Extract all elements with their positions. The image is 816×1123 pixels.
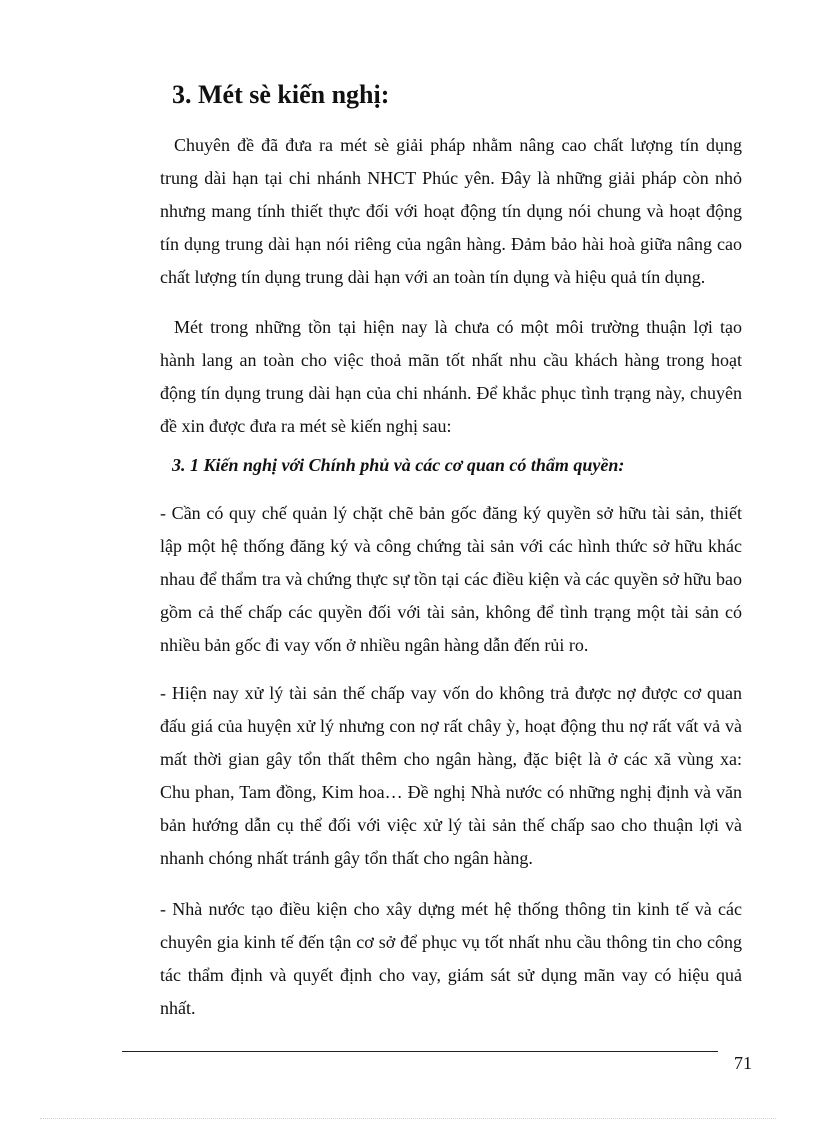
page-bottom-border: [40, 1118, 776, 1119]
bullet-paragraph-2: - Hiện nay xử lý tài sản thế chấp vay vốn do không trả được nợ được cơ quan đấu giá của huyện xử lý nhưng con nợ rất chây ỳ, hoạt động thu nợ rất vất vả và mất thời gian gây tổn thất thêm cho ngân hàng, đặc biệt là ở các xã vùng xa: Chu phan, Tam đồng, Kim hoa… Đề nghị Nhà nước có những nghị định và văn bản hướng dẫn cụ thể đối với việc xử lý tài sản thế chấp sao cho thuận lợi và nhanh chóng nhất tránh gây tổn thất cho ngân hàng.: [160, 683, 742, 868]
bullet-paragraph-1: - Cần có quy chế quản lý chặt chẽ bản gốc đăng ký quyền sở hữu tài sản, thiết lập một hệ thống đăng ký và công chứng tài sản với các hình thức sở hữu khác nhau để thẩm tra và chứng thực sự tồn tại các điều kiện và các quyền sở hữu bao gồm cả thế chấp các quyền đối với tài sản, không để tình trạng một tài sản có nhiều bản gốc đi vay vốn ở nhiều ngân hàng dẫn đến rủi ro.: [160, 503, 742, 655]
intro-paragraph: Chuyên đề đã đưa ra mét sè giải pháp nhằm nâng cao chất lượng tín dụng trung dài hạn tại chi nhánh NHCT Phúc yên. Đây là những giải pháp còn nhỏ nhưng mang tính thiết thực đối với hoạt động tín dụng nói chung và hoạt động tín dụng trung dài hạn nói riêng của ngân hàng. Đảm bảo hài hoà giữa nâng cao chất lượng tín dụng trung dài hạn với an toàn tín dụng và hiệu quả tín dụng.: [160, 135, 742, 287]
page-number: 71: [734, 1053, 752, 1073]
section-heading: 3. Mét sè kiến nghị:: [172, 80, 390, 109]
bullet-paragraph-3: - Nhà nước tạo điều kiện cho xây dựng mét hệ thống thông tin kinh tế và các chuyên gia kinh tế đến tận cơ sở để phục vụ tốt nhất nhu cầu thông tin cho công tác thẩm định và quyết định cho vay, giám sát sử dụng mãn vay có hiệu quả nhất.: [160, 899, 742, 1018]
footer-divider: [122, 1051, 718, 1052]
subsection-heading: 3. 1 Kiến nghị với Chính phủ và các cơ quan có thẩm quyền:: [172, 455, 625, 475]
second-paragraph: Mét trong những tồn tại hiện nay là chưa có một môi trường thuận lợi tạo hành lang an toàn cho việc thoả mãn tốt nhất nhu cầu khách hàng trong hoạt động tín dụng trung dài hạn của chi nhánh. Để khắc phục tình trạng này, chuyên đề xin được đưa ra mét sè kiến nghị sau:: [160, 317, 742, 436]
